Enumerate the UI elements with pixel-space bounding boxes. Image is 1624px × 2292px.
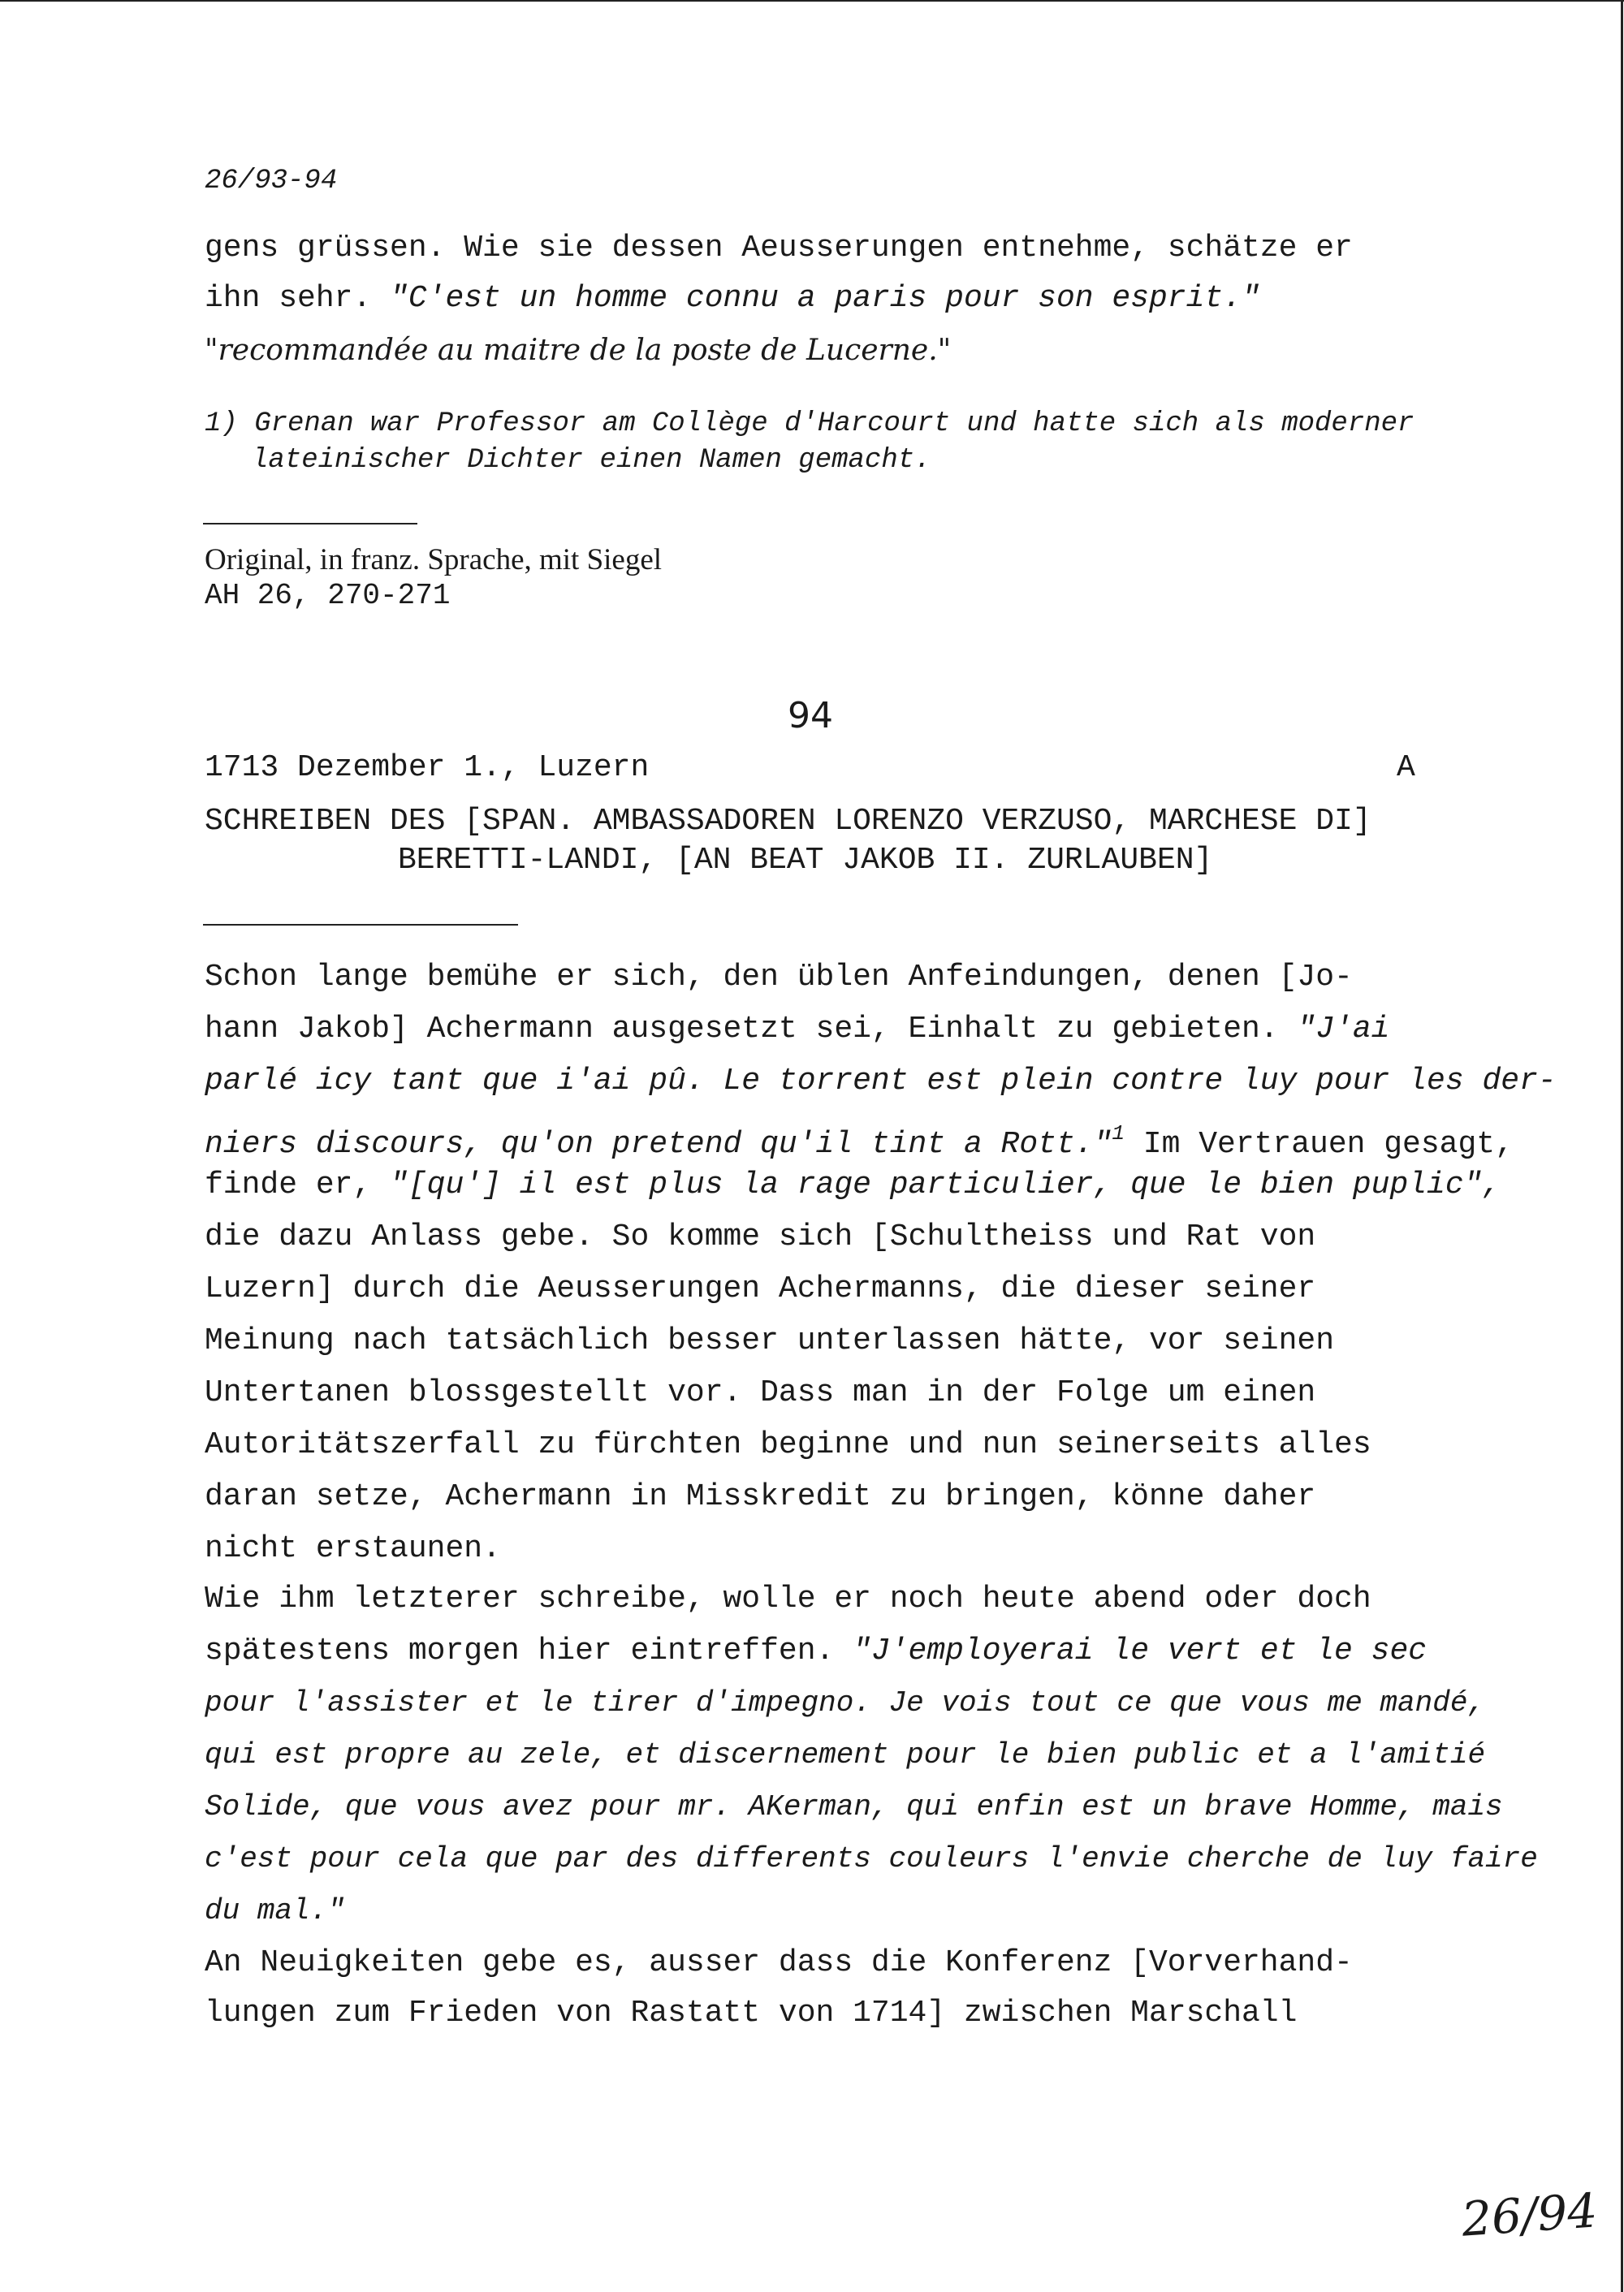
body-line-16: qui est propre au zele, et discernement pour le bien public et a l'amitié (205, 1738, 1486, 1772)
page-reference: 26/93-94 (205, 166, 338, 196)
french-quote: "J'employerai le vert et le sec (853, 1634, 1427, 1668)
body-line-19: du mal." (205, 1894, 345, 1927)
body-line-4 (205, 1116, 1514, 1163)
body-line-2 (205, 1012, 1389, 1047)
body-line-9: Untertanen blossgestellt vor. Dass man in der Folge um einen (205, 1375, 1316, 1410)
source-line-1: Original, in franz. Sprache, mit Siegel (205, 543, 663, 576)
carryover-line-2 (205, 281, 1260, 317)
body-line-17: Solide, que vous avez pour mr. AKerman, qui enfin est un brave Homme, mais (205, 1790, 1503, 1824)
body-line-12: nicht erstaunen. (205, 1531, 501, 1566)
french-quote: niers discours, qu'on pretend qu'il tint a Rott." (205, 1127, 1112, 1162)
french-quote: "[qu'] il est plus la rage particulier, que le bien puplic", (390, 1168, 1501, 1202)
body-line-11: daran setze, Achermann in Misskredit zu bringen, könne daher (205, 1479, 1316, 1514)
body-line-3: parlé icy tant que i'ai pû. Le torrent est plein contre luy pour les der- (205, 1064, 1557, 1099)
body-line-1: Schon lange bemühe er sich, den üblen Anfeindungen, denen [Jo- (205, 960, 1353, 995)
body-text: finde er, (205, 1168, 391, 1202)
entry-number: 94 (788, 695, 833, 736)
body-text: Im Vertrauen gesagt, (1125, 1127, 1514, 1162)
body-line-20: An Neuigkeiten gebe es, ausser dass die Konferenz [Vorverhand- (205, 1945, 1353, 1980)
french-quote: "J'ai (1297, 1012, 1390, 1047)
body-line-8: Meinung nach tatsächlich besser unterlassen hätte, vor seinen (205, 1323, 1335, 1358)
body-line-10: Autoritätszerfall zu fürchten beginne und nun seinerseits alles (205, 1427, 1371, 1462)
entry-letter: A (1397, 750, 1415, 785)
body-text: hann Jakob] Achermann ausgesetzt sei, Einhalt zu gebieten. (205, 1012, 1298, 1047)
footnote-line-2: lateinischer Dichter einen Namen gemacht. (252, 445, 931, 476)
body-line-18: c'est pour cela que par des differents couleurs l'envie cherche de luy faire (205, 1842, 1538, 1875)
entry-date-place: 1713 Dezember 1., Luzern (205, 750, 650, 785)
page-right-edge (1621, 0, 1623, 2292)
page-top-edge (0, 0, 1624, 2)
heading-rule (203, 924, 518, 926)
body-line-13: Wie ihm letzterer schreibe, wolle er noch heute abend oder doch (205, 1582, 1371, 1616)
body-text: spätestens morgen hier eintreffen. (205, 1634, 853, 1668)
body-line-5 (205, 1168, 1501, 1203)
french-quote: "C'est un homme connu a paris pour son esprit." (390, 281, 1260, 316)
entry-heading-line-2: BERETTI-LANDI, [AN BEAT JAKOB II. ZURLAUBEN] (398, 843, 1213, 878)
body-line-7: Luzern] durch die Aeusserungen Achermanns, die dieser seiner (205, 1271, 1316, 1306)
carryover-line-3: "recommandée au maitre de la poste de Lucerne." (205, 334, 952, 367)
carryover-line-1: gens grüssen. Wie sie dessen Aeusserungen entnehme, schätze er (205, 231, 1353, 265)
body-line-21: lungen zum Frieden von Rastatt von 1714] zwischen Marschall (205, 1996, 1298, 2031)
body-line-15: pour l'assister et le tirer d'impegno. Je vois tout ce que vous me mandé, (205, 1686, 1486, 1720)
body-line-6: die dazu Anlass gebe. So komme sich [Schultheiss und Rat von (205, 1219, 1316, 1254)
carryover-text: ihn sehr. (205, 281, 391, 316)
footnote-marker: 1 (1112, 1121, 1125, 1146)
handwritten-folio-number: 26/94 (1459, 2182, 1600, 2247)
source-line-2: AH 26, 270-271 (205, 579, 451, 612)
body-line-14 (205, 1634, 1427, 1669)
section-rule (203, 523, 417, 524)
entry-heading-line-1: SCHREIBEN DES [SPAN. AMBASSADOREN LORENZO VERZUSO, MARCHESE DI] (205, 804, 1371, 839)
footnote-line-1: 1) Grenan war Professor am Collège d'Harcourt und hatte sich als moderner (205, 408, 1415, 439)
